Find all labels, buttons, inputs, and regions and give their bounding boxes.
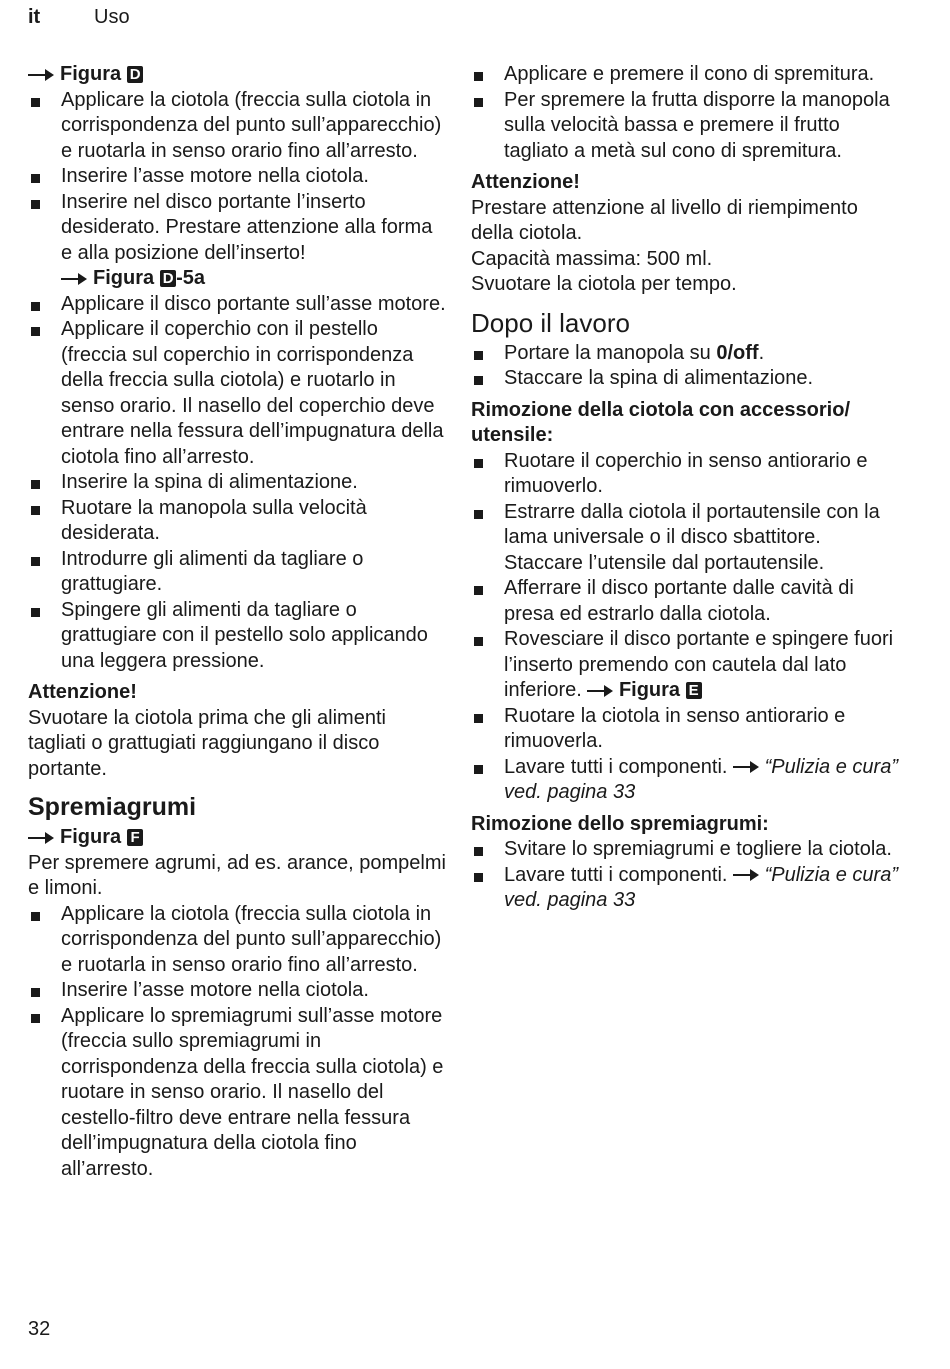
figure-reference: Figura F [28, 825, 448, 851]
bullet-icon [471, 627, 504, 704]
list-item: Ruotare la manopola sulla velocità desiderata. [28, 496, 448, 547]
attention-line: Svuotare la ciotola per tempo. [471, 273, 737, 295]
bullet-icon [28, 164, 61, 190]
bullet-icon [471, 449, 504, 500]
instruction-list [28, 902, 448, 1183]
list-item: Applicare e premere il cono di spremitura. [471, 62, 901, 88]
list-item: Portare la manopola su 0/off. [471, 341, 901, 367]
bullet-icon [28, 496, 61, 547]
section-intro: Per spremere agrumi, ad es. arance, pompelmi e limoni. [28, 851, 446, 899]
list-item: Ruotare il coperchio in senso antiorario e rimuoverlo. [471, 449, 901, 500]
list-item: Inserire l’asse motore nella ciotola. [28, 164, 448, 190]
arrow-right-icon [733, 760, 759, 774]
list-item: Applicare la ciotola (freccia sulla ciotola in corrispondenza del punto sull’apparecchio) e ruotarla in senso orario fino all’arresto. [28, 88, 448, 165]
list-item: Estrarre dalla ciotola il portautensile con la lama universale o il disco sbattitore. Staccare l’utensile dal portautensile. [471, 500, 901, 577]
instruction-list [471, 837, 901, 914]
knob-setting: 0/off [716, 341, 759, 364]
list-item: Per spremere la frutta disporre la manopola sulla velocità bassa e premere il frutto tagliato a metà sul cono di spremitura. [471, 88, 901, 165]
figure-letter-badge: D [160, 270, 176, 287]
instruction-list [471, 449, 901, 806]
arrow-right-icon [587, 684, 613, 698]
bullet-icon [28, 292, 61, 318]
list-item: Introdurre gli alimenti da tagliare o grattugiare. [28, 547, 448, 598]
language-code: it [28, 6, 41, 28]
list-item: Inserire nel disco portante l’inserto desiderato. Prestare attenzione alla forma e alla posizione dell’inserto! [28, 190, 448, 267]
list-item: Applicare il disco portante sull’asse motore. [28, 292, 448, 318]
instruction-list [28, 88, 448, 267]
attention-line: Prestare attenzione al livello di riempimento della ciotola. [471, 196, 858, 244]
list-item: Lavare tutti i componenti. “Pulizia e cura” ved. pagina 33 [471, 755, 901, 806]
attention-text: Svuotare la ciotola prima che gli alimenti tagliati o grattugiati raggiungano il disco portante. [28, 706, 386, 780]
bullet-icon [471, 755, 504, 806]
bullet-icon [28, 470, 61, 496]
section-heading-spremiagrumi: Spremiagrumi [28, 793, 197, 821]
cross-reference-link[interactable]: “Pulizia e cura” ved. pagina 33 [504, 863, 898, 911]
attention-title: Attenzione! [28, 681, 137, 703]
list-item: Inserire l’asse motore nella ciotola. [28, 978, 448, 1004]
bullet-icon [471, 863, 504, 914]
section-heading-dopo-il-lavoro: Dopo il lavoro [471, 307, 630, 338]
arrow-right-icon [61, 272, 87, 286]
arrow-right-icon [28, 831, 54, 845]
subheading-rimozione-spremiagrumi: Rimozione dello spremiagrumi: [471, 812, 769, 835]
figure-reference: Figura D -5a [61, 266, 448, 292]
bullet-icon [471, 704, 504, 755]
bullet-icon [471, 341, 504, 367]
right-column [471, 62, 901, 914]
bullet-icon [28, 88, 61, 165]
subheading-rimozione-ciotola: Rimozione della ciotola con accessorio/ utensile: [471, 398, 850, 446]
list-item: Afferrare il disco portante dalle cavità di presa ed estrarlo dalla ciotola. [471, 576, 901, 627]
left-column [28, 62, 448, 1182]
list-item: Inserire la spina di alimentazione. [28, 470, 448, 496]
bullet-icon [471, 500, 504, 577]
instruction-list [471, 341, 901, 392]
list-item: Ruotare la ciotola in senso antiorario e rimuoverla. [471, 704, 901, 755]
bullet-icon [28, 317, 61, 470]
figure-letter-badge: E [686, 682, 702, 699]
list-item: Lavare tutti i componenti. “Pulizia e cura” ved. pagina 33 [471, 863, 901, 914]
page-header [28, 6, 130, 29]
figure-letter-badge: D [127, 66, 143, 83]
list-item: Spingere gli alimenti da tagliare o grattugiare con il pestello solo applicando una leggera pressione. [28, 598, 448, 675]
bullet-icon [28, 190, 61, 267]
figure-reference: Figura D [28, 62, 448, 88]
figure-reference: Figura E [587, 679, 701, 701]
bullet-icon [471, 837, 504, 863]
page-number: 32 [28, 1318, 51, 1340]
figure-letter-badge: F [127, 829, 143, 846]
list-item: Applicare lo spremiagrumi sull’asse motore (freccia sullo spremiagrumi in corrispondenza della freccia sulla ciotola) e ruotare in senso orario. Il nasello del cestello-filtro deve entrare nella fessura dell’impugnatura della ciotola fino all’arresto. [28, 1004, 448, 1183]
arrow-right-icon [28, 68, 54, 82]
list-item: Staccare la spina di alimentazione. [471, 366, 901, 392]
bullet-icon [28, 1004, 61, 1183]
instruction-list [28, 292, 448, 675]
bullet-icon [28, 978, 61, 1004]
section-title: Uso [94, 6, 130, 28]
list-item: Applicare il coperchio con il pestello (freccia sul coperchio in corrispondenza della freccia sulla ciotola) e ruotarlo in senso orario. Il nasello del coperchio deve entrare nella fessura dell’impugnatura della ciotola fino all’arresto. [28, 317, 448, 470]
instruction-list [471, 62, 901, 164]
list-item: Rovesciare il disco portante e spingere fuori l’inserto premendo con cautela dal lato inferiore. Figura E [471, 627, 901, 704]
bullet-icon [471, 576, 504, 627]
bullet-icon [471, 366, 504, 392]
bullet-icon [28, 902, 61, 979]
bullet-icon [471, 88, 504, 165]
cross-reference-link[interactable]: “Pulizia e cura” ved. pagina 33 [504, 755, 898, 803]
attention-line: Capacità massima: 500 ml. [471, 247, 713, 270]
arrow-right-icon [733, 868, 759, 882]
list-item: Svitare lo spremiagrumi e togliere la ciotola. [471, 837, 901, 863]
attention-title: Attenzione! [471, 171, 580, 193]
bullet-icon [28, 598, 61, 675]
list-item: Applicare la ciotola (freccia sulla ciotola in corrispondenza del punto sull’apparecchio) e ruotarla in senso orario fino all’arresto. [28, 902, 448, 979]
bullet-icon [471, 62, 504, 88]
bullet-icon [28, 547, 61, 598]
